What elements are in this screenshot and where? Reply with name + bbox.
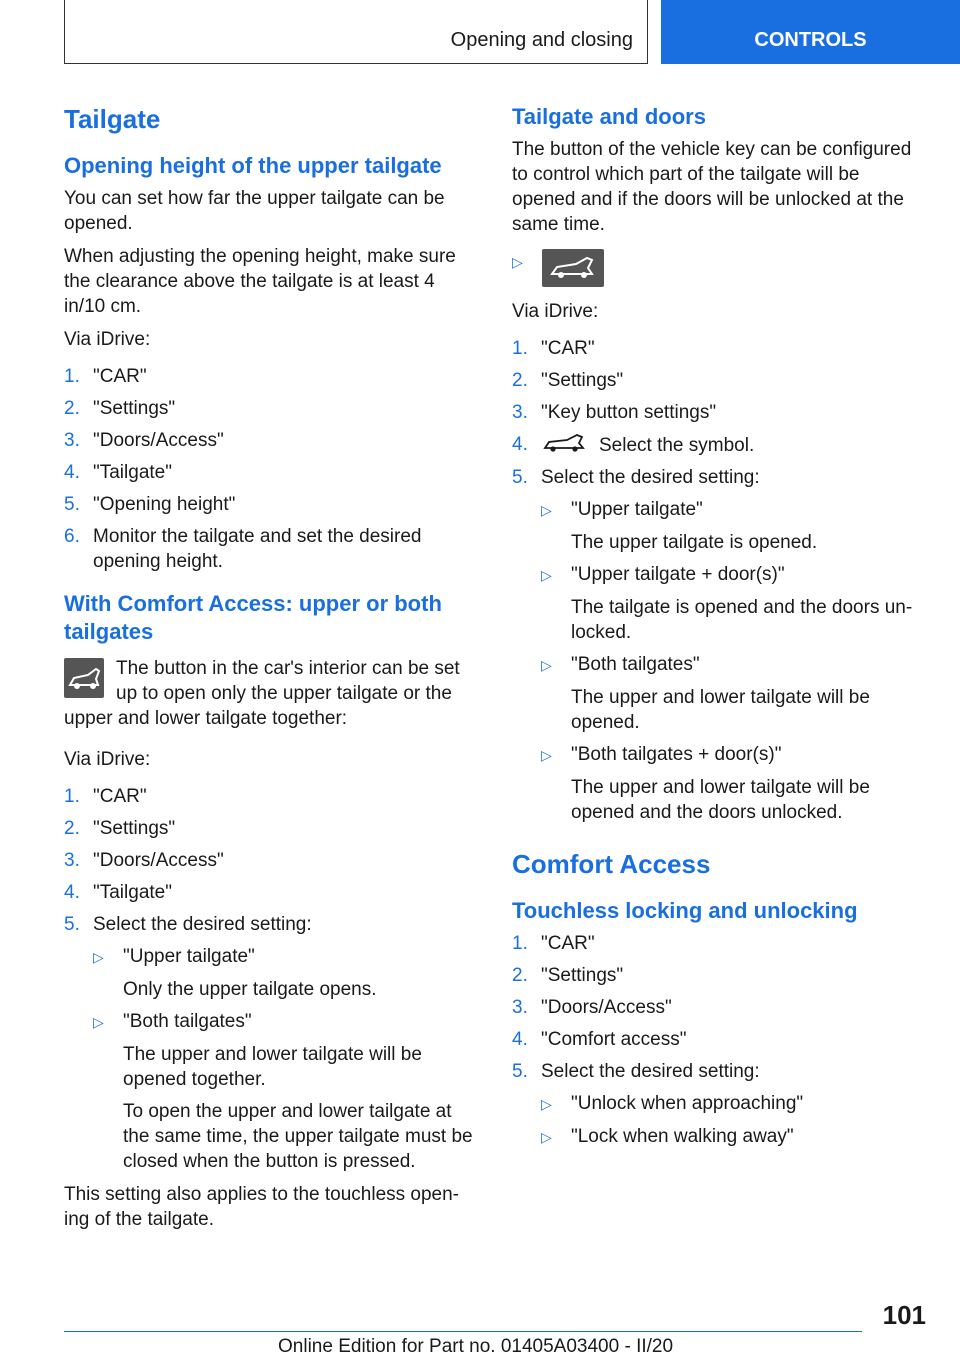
sub-option: ▷ "Upper tailgate + door(s)"	[541, 562, 922, 588]
list-item: 3. "Doors/Access"	[64, 430, 224, 451]
list-item: 4. "Tailgate"	[64, 462, 172, 483]
option-description: The upper tailgate is opened.	[571, 532, 818, 553]
paragraph: You can set how far the upper tailgate can be opened.	[64, 188, 445, 234]
icon-row	[512, 249, 922, 287]
option-description: The upper and lower tailgate will be opened together.	[123, 1044, 422, 1090]
sub-option: ▷ "Upper tailgate"	[93, 944, 476, 970]
via-idrive: Via iDrive:	[512, 301, 599, 322]
header-box	[64, 0, 648, 64]
section-title-tailgate: Tailgate	[64, 104, 161, 134]
via-idrive: Via iDrive:	[64, 329, 151, 350]
triangle-bullet-icon: ▷	[541, 1096, 552, 1112]
list-item: 3. "Doors/Access"	[64, 850, 224, 871]
left-column	[64, 100, 476, 1240]
heading-comfort-access-tailgates: With Comfort Access: upper or both tailgates	[64, 591, 442, 644]
sub-option: ▷ "Both tailgates"	[93, 1009, 476, 1035]
list-item: 2. "Settings"	[512, 370, 624, 391]
header-chapter-tab[interactable]: CONTROLS	[661, 0, 960, 64]
list-item: 1. "CAR"	[64, 366, 147, 387]
list-item: 1. "CAR"	[512, 933, 595, 954]
triangle-bullet-icon: ▷	[541, 747, 552, 763]
triangle-bullet-icon: ▷	[512, 254, 523, 270]
list-item: 6. Monitor the tailgate and set the desired opening height.	[64, 526, 422, 572]
steps-list	[64, 364, 476, 574]
triangle-bullet-icon: ▷	[541, 1129, 552, 1145]
list-item: 5. Select the desired setting:	[64, 914, 312, 935]
list-item: 4. Select the symbol.	[512, 434, 755, 456]
list-item: 5. Select the desired setting:	[512, 1061, 760, 1082]
list-item: 4. "Tailgate"	[64, 882, 172, 903]
page-number: 101	[882, 1300, 926, 1330]
list-item: 4. "Comfort access"	[512, 1029, 687, 1050]
footer-divider	[64, 1331, 862, 1332]
steps-list	[64, 784, 476, 1174]
sub-option: ▷ "Upper tailgate"	[541, 497, 922, 523]
heading-tailgate-and-doors: Tailgate and doors	[512, 104, 706, 129]
triangle-bullet-icon: ▷	[93, 949, 104, 965]
triangle-bullet-icon: ▷	[93, 1014, 104, 1030]
right-column	[512, 100, 922, 1158]
steps-list	[512, 931, 922, 1150]
footer-edition: Online Edition for Part no. 01405A03400 - II/20	[278, 1336, 674, 1357]
list-item: 2. "Settings"	[64, 818, 176, 839]
list-item: 3. "Key button settings"	[512, 402, 717, 423]
list-item: 1. "CAR"	[512, 338, 595, 359]
option-description: The upper and lower tailgate will be opened.	[571, 687, 870, 733]
list-item: 2. "Settings"	[64, 398, 176, 419]
paragraph: When adjusting the opening height, make sure the clearance above the tailgate is at least 4 in/10 cm.	[64, 246, 456, 317]
sub-option: ▷ "Lock when walking away"	[541, 1124, 922, 1150]
heading-touchless-locking: Touchless locking and unlocking	[512, 898, 858, 923]
triangle-bullet-icon: ▷	[541, 567, 552, 583]
paragraph-with-icon: The button in the car's interior can be set up to open only the upper tailgate or the upper and lower tailgate together:	[64, 658, 460, 729]
sub-option: ▷ "Both tailgates"	[541, 652, 922, 678]
sub-option: ▷ "Both tailgates + door(s)"	[541, 742, 922, 768]
list-item: 2. "Settings"	[512, 965, 624, 986]
option-description: To open the upper and lower tailgate at the same time, the upper tailgate must be closed when the button is pressed.	[123, 1101, 473, 1172]
list-item: 1. "CAR"	[64, 786, 147, 807]
via-idrive: Via iDrive:	[64, 749, 151, 770]
option-description: Only the upper tailgate opens.	[123, 979, 377, 1000]
sub-option: ▷ "Unlock when approaching"	[541, 1091, 922, 1117]
triangle-bullet-icon: ▷	[541, 657, 552, 673]
list-item: 5. "Opening height"	[64, 494, 236, 515]
triangle-bullet-icon: ▷	[541, 502, 552, 518]
option-description: The upper and lower tailgate will be opened and the doors unlocked.	[571, 777, 870, 823]
list-item: 5. Select the desired setting:	[512, 467, 760, 488]
paragraph: The button of the vehicle key can be configured to control which part of the tailgate will be opened and if the doors will be unlocked at the same time.	[512, 139, 912, 235]
heading-opening-height: Opening height of the upper tailgate	[64, 153, 442, 178]
car-tailgate-icon	[542, 249, 604, 287]
car-tailgate-icon	[64, 658, 104, 698]
option-description: The tailgate is opened and the doors un- locked.	[571, 597, 913, 643]
steps-list	[512, 336, 922, 825]
header-section: Opening and closing	[450, 29, 633, 51]
list-item: 3. "Doors/Access"	[512, 997, 672, 1018]
paragraph: This setting also applies to the touchless open- ing of the tailgate.	[64, 1184, 460, 1230]
section-title-comfort-access: Comfort Access	[512, 849, 711, 879]
car-tailgate-icon	[541, 432, 591, 454]
